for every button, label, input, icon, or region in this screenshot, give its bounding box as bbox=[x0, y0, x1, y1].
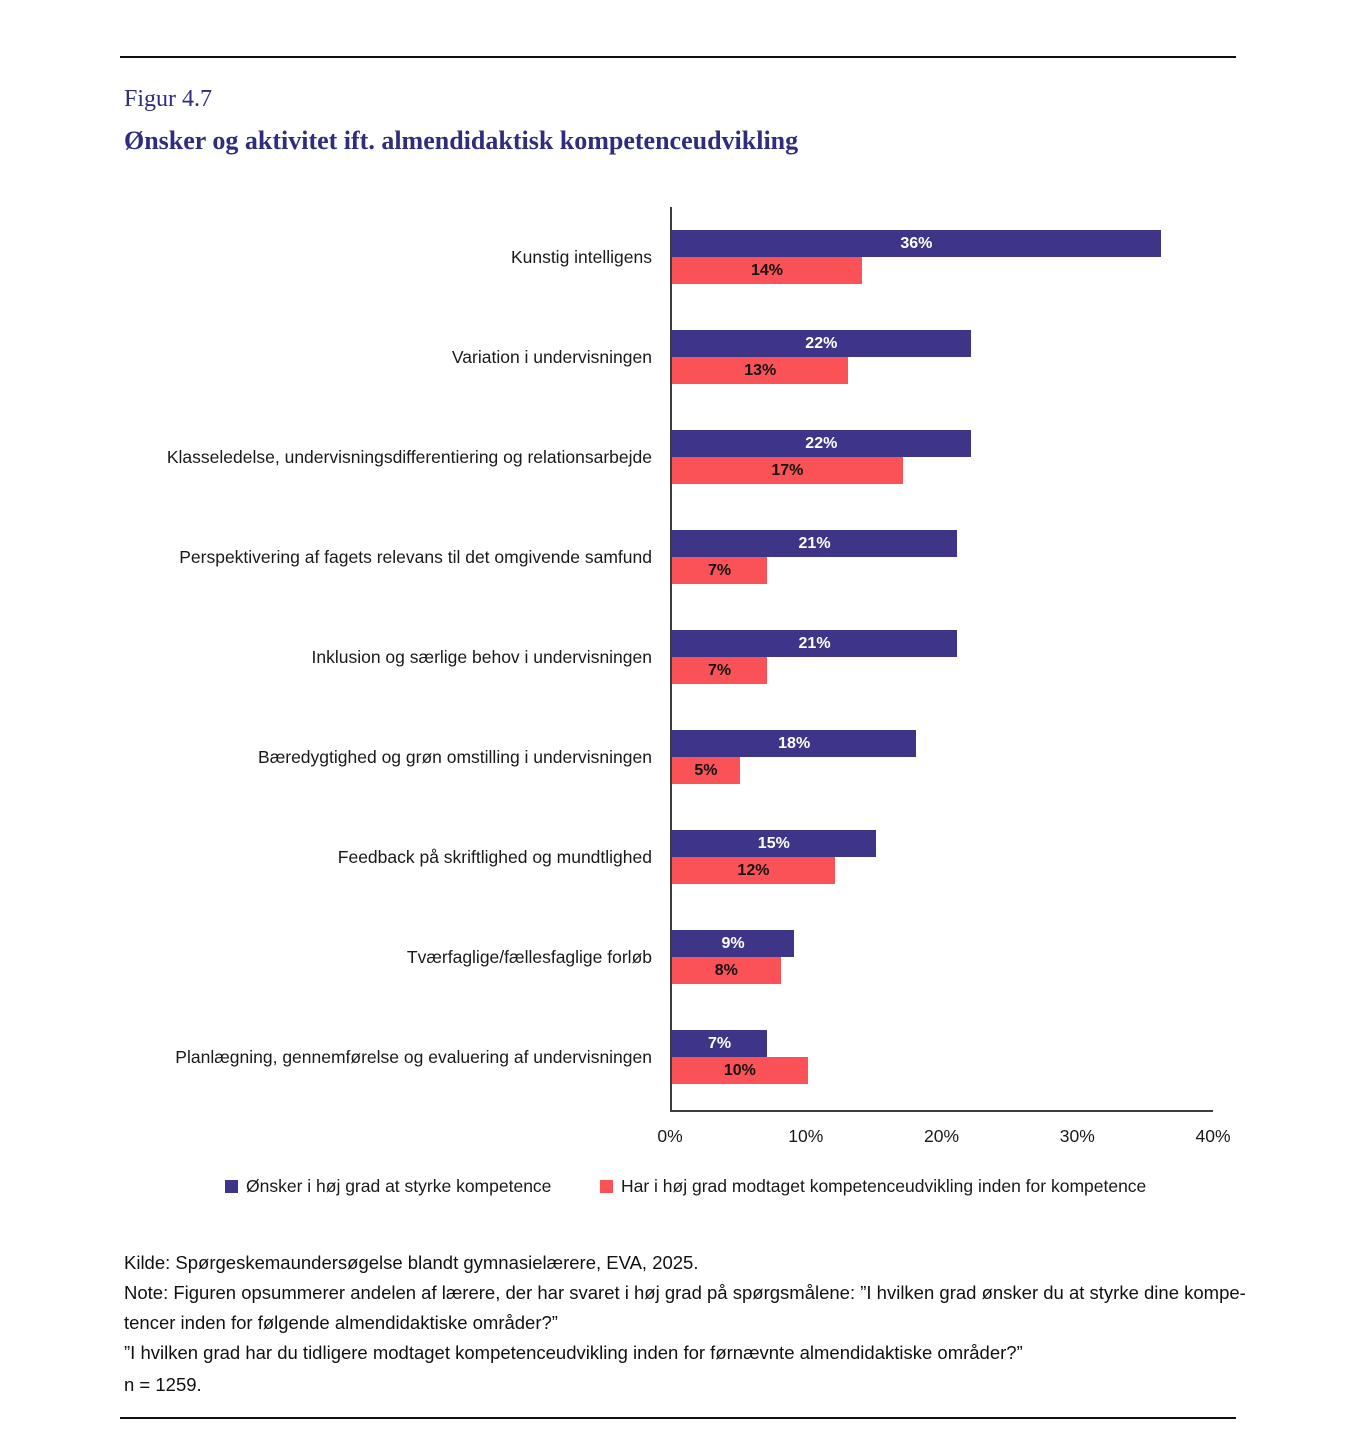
bar-value-label: 7% bbox=[707, 661, 732, 679]
x-axis-tick-label: 40% bbox=[1195, 1126, 1231, 1146]
bar-wish bbox=[672, 530, 957, 557]
figure-title: Ønsker og aktivitet ift. almendidaktisk kompetenceudvikling bbox=[124, 126, 799, 155]
bar-value-label: 22% bbox=[805, 334, 838, 352]
category-label: Bæredygtighed og grøn omstilling i undervisningen bbox=[258, 747, 652, 767]
bar-value-label: 13% bbox=[744, 361, 777, 379]
bottom-divider bbox=[120, 1417, 1236, 1419]
bar-received bbox=[672, 757, 740, 784]
bar-wish bbox=[672, 330, 971, 357]
bar-value-label: 14% bbox=[751, 261, 784, 279]
bar-value-label: 7% bbox=[707, 561, 732, 579]
category-label: Planlægning, gennemførelse og evaluering af undervisningen bbox=[175, 1047, 652, 1067]
bar-wish bbox=[672, 930, 794, 957]
bar-value-label: 12% bbox=[737, 861, 770, 879]
note-line-2: tencer inden for følgende almendidaktiske områder?” bbox=[124, 1312, 558, 1333]
bar-wish bbox=[672, 830, 876, 857]
x-axis bbox=[657, 1126, 1231, 1150]
bar-value-label: 21% bbox=[798, 534, 831, 552]
bar-value-label: 8% bbox=[714, 961, 738, 979]
bar-wish bbox=[672, 630, 957, 657]
bar-value-label: 10% bbox=[723, 1061, 756, 1079]
bar-received bbox=[672, 957, 781, 984]
legend-swatch-red bbox=[600, 1180, 613, 1193]
bar-received bbox=[672, 257, 862, 284]
category-label: Variation i undervisningen bbox=[451, 347, 652, 367]
note-line-1: Note: Figuren opsummerer andelen af lærere, der har svaret i høj grad på spørgsmålene: ”I hvilken grad ønsker du at styrke dine kompe- bbox=[124, 1282, 1246, 1303]
bar-wish bbox=[672, 430, 971, 457]
bar-value-label: 17% bbox=[771, 461, 804, 479]
x-axis-tick-label: 10% bbox=[788, 1126, 824, 1146]
x-axis-tick-label: 0% bbox=[657, 1126, 683, 1146]
category-label: Kunstig intelligens bbox=[510, 247, 652, 267]
bar-received bbox=[672, 857, 835, 884]
category-labels bbox=[120, 207, 652, 1112]
x-axis-tick-label: 30% bbox=[1059, 1126, 1095, 1146]
source-note bbox=[124, 1248, 1246, 1400]
legend-label-received: Har i høj grad modtaget kompetenceudvikling inden for kompetence bbox=[621, 1176, 1147, 1196]
bar-value-label: 7% bbox=[707, 1034, 732, 1052]
category-label: Klasseledelse, undervisningsdifferentiering og relationsarbejde bbox=[166, 447, 652, 467]
legend-label-wish: Ønsker i høj grad at styrke kompetence bbox=[246, 1176, 552, 1196]
x-axis-tick-label: 20% bbox=[923, 1126, 960, 1146]
category-label: Feedback på skriftlighed og mundtlighed bbox=[337, 847, 652, 867]
bar-received bbox=[672, 657, 767, 684]
category-label: Perspektivering af fagets relevans til det omgivende samfund bbox=[179, 547, 652, 567]
bar-wish bbox=[672, 230, 1161, 257]
bar-value-label: 21% bbox=[798, 634, 831, 652]
legend-swatch-purple bbox=[225, 1180, 238, 1193]
legend-item-wish bbox=[225, 1176, 551, 1197]
legend-item-received bbox=[600, 1176, 1146, 1197]
bar-received bbox=[672, 557, 767, 584]
bar-value-label: 9% bbox=[721, 934, 745, 952]
figure-number: Figur 4.7 bbox=[124, 86, 213, 112]
bar-received bbox=[672, 357, 848, 384]
source-line: Kilde: Spørgeskemaundersøgelse blandt gymnasielærere, EVA, 2025. bbox=[124, 1252, 699, 1273]
bar-value-label: 18% bbox=[778, 734, 811, 752]
category-label: Tværfaglige/fællesfaglige forløb bbox=[406, 947, 652, 967]
bar-chart-plot bbox=[670, 207, 1213, 1112]
bar-received bbox=[672, 1057, 808, 1084]
bar-value-label: 5% bbox=[694, 761, 718, 779]
category-label: Inklusion og særlige behov i undervisningen bbox=[311, 647, 652, 667]
bar-value-label: 22% bbox=[805, 434, 838, 452]
n-line: n = 1259. bbox=[124, 1374, 202, 1395]
bar-received bbox=[672, 457, 903, 484]
bar-wish bbox=[672, 1030, 767, 1057]
bar-wish bbox=[672, 730, 916, 757]
top-divider bbox=[120, 56, 1236, 58]
note-line-3: ”I hvilken grad har du tidligere modtaget kompetenceudvikling inden for førnævnte almendidaktiske områder?” bbox=[124, 1342, 1023, 1363]
bar-value-label: 15% bbox=[757, 834, 790, 852]
bar-value-label: 36% bbox=[900, 234, 933, 252]
